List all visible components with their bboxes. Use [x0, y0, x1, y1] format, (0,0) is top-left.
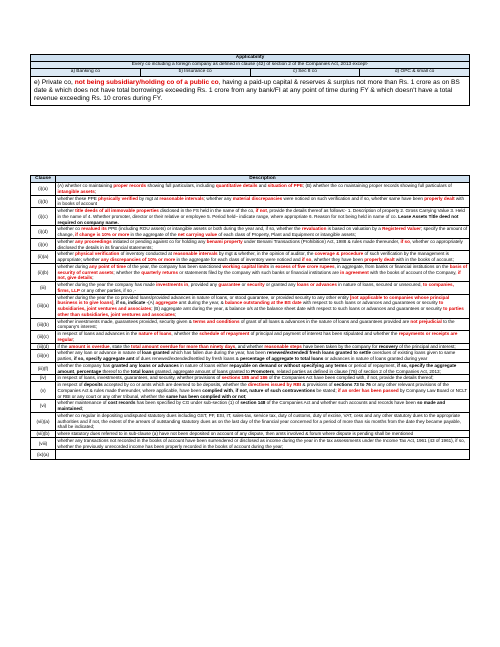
description-text: any proceedings [75, 238, 112, 244]
description-text: recovery [378, 343, 398, 349]
description-text: if the [57, 343, 69, 349]
description-text: of the Companies Act have been complied with, if not, provide the details thereof; [267, 375, 434, 381]
description-text: whether the company has [57, 362, 112, 368]
clause-number: (iii) [31, 282, 56, 295]
table-row [31, 400, 470, 413]
clause-number: (iii)(e) [31, 350, 56, 363]
description-text: whether [57, 238, 76, 244]
table-row [31, 183, 470, 196]
table-row [31, 195, 470, 208]
clause-description [56, 350, 470, 363]
description-text: if an order has been passed [337, 387, 399, 393]
description-text: to companies, firms, LLP [57, 282, 454, 293]
private-para-highlight: not being subsidiary/holding co of a public co [74, 78, 219, 86]
description-text: initiated or pending against co for holding any [111, 238, 207, 244]
description-text: of grant of all loans & advances in the nature of loans and guarantees provided are [239, 318, 411, 324]
description-text: ; [73, 336, 75, 342]
clauses-body [31, 183, 470, 460]
description-text: complied with [202, 387, 233, 393]
description-text: any discrepancies of 10% or more [100, 257, 176, 263]
table-row [31, 382, 470, 400]
description-text: ; (B) whether the co maintaining proper records showing full particulars of [302, 183, 452, 189]
description-text: whether co [57, 226, 82, 232]
clause-description [56, 412, 470, 430]
applicability-table [30, 54, 470, 106]
table-row [31, 282, 470, 295]
description-text: any point of time [89, 263, 126, 269]
clause-description [56, 362, 470, 375]
description-text: ; [245, 393, 247, 399]
description-text: accepted by co or amts which are deemed to be deposits, whether the [102, 382, 248, 388]
description-text: situation of PPE [267, 183, 303, 189]
clause-number: (iii)(a) [31, 294, 56, 318]
description-text: properly dealt [424, 195, 455, 201]
description-column-header: Description [56, 176, 470, 183]
clause-number: (vi) [31, 400, 56, 413]
clause-description [56, 195, 470, 208]
description-text: , [113, 300, 116, 306]
description-text: if so, indicate - [115, 300, 149, 306]
clause-number: (i)(e) [31, 238, 56, 251]
description-text: disclosed in the FS held in the name of the co, [158, 208, 256, 214]
description-text: benami property [206, 238, 243, 244]
clause-number: (iii)(b) [31, 318, 56, 331]
description-text: balance outstanding at the BS date [225, 300, 302, 306]
description-text: of such verification by the management is appropriate; whether [57, 251, 449, 263]
description-text: if so [301, 257, 312, 263]
description-text: (A) [148, 300, 156, 306]
description-text: Registered Valuer [382, 226, 421, 232]
table-row [31, 263, 470, 281]
description-text: physically verified [98, 195, 138, 201]
description-text: , related parties as defined in clause (76) of section 2 of the Companies Act, 2013; [274, 368, 441, 374]
clause-number: (vii)(b) [31, 431, 56, 438]
description-text: whether co regular in depositing undisputed statutory dues including GST, PF, ESI, IT, sales-tax, service tax, duty of customs, duty of excise, VAT, cess and any other statutory dues to the appropriate authorities and if not, the extent of the arrears of outstanding statutory dues as on the last day of the financial year concerned for a period of more than six months from the date they became payable, shall be indicated; [57, 412, 461, 430]
description-text: overdues of existing loans given to same parties, [57, 350, 456, 362]
description-text: schedule of repayment [199, 331, 250, 337]
description-text: sections 73 to 76 [333, 382, 371, 388]
clause-number: (iii)(c) [31, 331, 56, 344]
table-row [31, 437, 470, 450]
description-text: or period of repayment, [347, 362, 398, 368]
description-text: PPE (including ROU assets) or intangible assets or both during the year and, if so, whether the [106, 226, 302, 232]
description-text: amount is overdue [68, 343, 110, 349]
table-row [31, 362, 470, 375]
description-text: physical verification [75, 251, 120, 257]
table-row [31, 238, 470, 251]
description-text: if not, nature of such contraventions [235, 387, 316, 393]
clause-number: (v) [31, 382, 56, 400]
clause-column-header: Clause [31, 176, 56, 183]
description-text: , state the [109, 343, 132, 349]
description-text: & provisions of [301, 382, 334, 388]
clause-number: (i)(b) [31, 195, 56, 208]
description-text: or any other parties, if so ,- [79, 287, 136, 293]
private-company-criteria [31, 76, 470, 105]
clause-number: (i)(c) [31, 208, 56, 226]
description-text: coverage & procedure [314, 251, 364, 257]
table-row [31, 343, 470, 350]
exception-banking: a) Banking co [31, 69, 141, 76]
description-text: not prejudicial [410, 318, 442, 324]
description-text: or statements filed by the company with such banks or financial institutions are [178, 269, 341, 275]
clause-description [56, 318, 470, 331]
table-row [31, 331, 470, 344]
description-text: quantitative details [215, 183, 258, 189]
clause-description [56, 343, 470, 350]
description-text: , whether co appropriately disclosed the details in its financial statements; [57, 238, 463, 250]
description-text: or granted any [264, 282, 297, 288]
description-text: , in aggregate, from banks or financial institutions on the [334, 263, 450, 269]
description-text: directives issued by RBI [248, 382, 302, 388]
clause-description [56, 238, 470, 251]
clause-description [56, 263, 470, 281]
applicability-title: Applicability [31, 55, 470, 62]
description-text: or any other relevant provisions of the Companies Act & rules made thereunder, where applicable, have been [57, 382, 449, 393]
description-text: if not, give details [57, 269, 461, 281]
description-text: or [240, 282, 247, 288]
description-text: ; whether any [203, 195, 233, 201]
description-text: aggregate [155, 300, 178, 306]
description-text: repayable on demand or without specifying any terms [229, 362, 348, 368]
description-text: under Benami Transactions (Prohibition) Act, 1988 & rules made thereunder, [242, 238, 401, 244]
description-text: where statutory dues referred to in sub-clause (a) have not been deposited on account of any dispute, then amts involved & forum where dispute is pending shall be mentioned [57, 431, 414, 437]
description-text: ; [94, 188, 97, 194]
description-text: whether any loan or advance in nature of [57, 350, 143, 356]
description-text: by mgt & whether, in the opinion of auditor, the [217, 251, 315, 257]
clauses-section [30, 175, 470, 460]
applicability-subtitle: Every co including a foreign company as defined in clause (42) of section 2 of the Companies Act, 2013 except- [31, 62, 470, 69]
description-text: [not applicable to companies whose principal business is to give loans] [57, 294, 450, 306]
description-text: in respect of loans and advances in the [57, 331, 139, 337]
clause-number: (ii)(b) [31, 263, 56, 281]
clause-number: (ix)(a) [31, 450, 56, 460]
description-text: percentage of aggregate to total loans [240, 356, 324, 362]
table-row [31, 350, 470, 363]
clause-description [56, 431, 470, 438]
clause-description [56, 282, 470, 295]
description-text: granted any loans or advances [111, 362, 179, 368]
description-text: nature of loans [138, 331, 172, 337]
description-text: revalued its [81, 226, 107, 232]
description-text: is based on valuation by a [326, 226, 383, 232]
description-text: total amount overdue for more than ninety days [131, 343, 236, 349]
table-row [31, 208, 470, 226]
description-text: loans or advances [296, 282, 337, 288]
table-row [31, 431, 470, 438]
clause-description [56, 208, 470, 226]
description-text: with in books of account [57, 195, 465, 207]
private-para-end: , having a paid-up capital & reserves & surplus not more than Rs. 1 crore as on BS date & which does not have total borrowings exceeding Rs. 1 crore from any bank/FI at any point of time during FY & which doesn't have a total revenue exceeding Rs. 10 crores during FY. [34, 78, 460, 102]
description-text: Lease Assets Title deed not required on company name. [57, 213, 459, 225]
clause-description [56, 331, 470, 344]
description-text: , provide the details thereof as follows:- 1. Description of property 2. Gross Carrying Value 3. Held in the name of 4. Whether promoter, director or their relative or employee 5. Period held– indicate range, where appropriate 6. Reason for not being held in name of co. [57, 208, 465, 219]
description-text: reasonable steps [264, 343, 302, 349]
clause-number: (iv) [31, 375, 56, 382]
description-text: repayments or receipts are regular [57, 331, 458, 342]
exception-sec8: c) Sec 8 co [250, 69, 360, 76]
description-text: of dues renewed/extended/settled by fresh loans & [134, 356, 241, 362]
description-text: with in the books of account; [394, 257, 454, 263]
description-text: deposits [83, 382, 103, 388]
description-text: so made and maintained [57, 400, 446, 412]
description-text: quarterly returns [141, 269, 179, 275]
table-row [31, 318, 470, 331]
description-text: ; whether the [113, 269, 142, 275]
description-text: , and whether [235, 343, 265, 349]
description-text: revaluation [301, 226, 327, 232]
description-text: thereof to the [101, 368, 131, 374]
description-text: which has fallen due during the year, has been [169, 350, 267, 356]
description-text: working capital limits [222, 263, 270, 269]
description-text: percentage [76, 368, 102, 374]
description-text: proper records [113, 183, 147, 189]
description-text: of the Companies Act and whether such accounts and records have been [265, 400, 418, 406]
description-text: reasonable intervals [173, 251, 218, 257]
description-text: whether investments made, guarantees provided, security given & [57, 318, 194, 324]
description-text: if so, specify the aggregate amount [57, 362, 457, 374]
description-text: to parties other than subsidiaries, joint ventures and associates [57, 306, 464, 317]
description-text: renewed/extended/ fresh loans granted to settle [266, 350, 372, 356]
description-text: in respect of [57, 382, 84, 388]
description-text: with respect to such loans or advances and guarantees or security [301, 300, 439, 306]
description-text: whether during the year the company has made [57, 282, 157, 288]
description-text: loan granted [142, 350, 170, 356]
clause-number: (viii) [31, 437, 56, 450]
description-text: if so, specify aggregate amt [73, 356, 135, 362]
description-text: in agreement [340, 269, 369, 275]
description-text: amt during the year, & [177, 300, 226, 306]
clauses-table [30, 175, 470, 460]
clause-description [56, 183, 470, 196]
table-row [31, 450, 470, 460]
description-text: ; [92, 275, 94, 281]
description-text: of the year, the company has been sanctioned [125, 263, 223, 269]
description-text: whether during the year the co provided loans/provided advances in nature of loans, or stood guarantee, or provided security to any other entity [57, 294, 350, 300]
clause-description [56, 226, 470, 239]
description-text: properly dealt [364, 257, 395, 263]
description-text: by Company Law Board or NCLT or RBI or any court or any other tribunal, whether the [57, 387, 468, 399]
description-text: terms and conditions [193, 318, 240, 324]
applicability-section [30, 54, 470, 106]
description-text: with the books of account of the Company, [368, 269, 458, 275]
description-text: , whether they have been [311, 257, 365, 263]
clause-number: (vii)(a) [31, 412, 56, 430]
description-text: in respect of loans, investments, guarantees, and security, whether provisions of [57, 375, 222, 381]
description-text: be stated; [315, 387, 338, 393]
clause-description [56, 437, 470, 450]
clause-number: (i)(d) [31, 226, 56, 239]
description-text: were noticed on such verification and if so, whether same have been [282, 195, 425, 201]
description-text: (A) whether co maintaining [57, 183, 114, 189]
description-text: of principal and payment of interest has been stipulated and whether the [249, 331, 399, 337]
description-text: net carrying value [177, 232, 218, 238]
table-row [31, 412, 470, 430]
description-text: ; [81, 406, 84, 412]
description-text: ; [174, 311, 177, 317]
description-text: intangible assets [57, 188, 95, 194]
table-row [31, 375, 470, 382]
description-text: whether [57, 208, 76, 214]
description-text: have been taken by the company for [301, 343, 379, 349]
clause-number: (iii)(f) [31, 362, 56, 375]
description-text: if change is 10% or more [75, 232, 130, 238]
exception-insurance: b) Insurance co [140, 69, 250, 76]
description-text: granted, aggregate amount of loans granted to [153, 368, 252, 374]
description-text: , [232, 387, 236, 393]
description-text: to the company's interest; [57, 318, 455, 330]
description-text: in nature of loans either [178, 362, 230, 368]
description-text: excess of five crore rupees [275, 263, 335, 269]
description-text: of the principal and interest; [397, 343, 456, 349]
table-row [31, 226, 470, 239]
description-text: investments in [156, 282, 189, 288]
description-text: and [257, 183, 268, 189]
clause-description [56, 251, 470, 264]
clause-description [56, 375, 470, 382]
clause-number: (iii)(d) [31, 343, 56, 350]
description-text: section 148 [240, 400, 266, 406]
clause-description [56, 450, 470, 460]
description-text: , provided any [188, 282, 219, 288]
description-text: reasonable intervals [159, 195, 204, 201]
table-row [31, 294, 470, 318]
description-text: Promoters [251, 368, 275, 374]
description-text: same has been complied with or not [166, 393, 246, 399]
table-row [31, 251, 470, 264]
description-text: cost records [107, 400, 136, 406]
description-text: in [269, 263, 276, 269]
description-text: whether maintenance of [57, 400, 108, 406]
description-text: material discrepancies [232, 195, 283, 201]
description-text: whether during [57, 263, 90, 269]
description-text: , whether the [171, 331, 200, 337]
description-text: total loans [130, 368, 154, 374]
description-text: ; specify the amount of change, [57, 226, 468, 238]
description-text: in nature of loans, secured or unsecured, [336, 282, 423, 288]
private-para-start: e) Private co, [34, 78, 75, 86]
clause-number: (i)(a) [31, 183, 56, 196]
clause-number: (ii)(a) [31, 251, 56, 264]
description-text: ; (B) aggregate amt during the year, & balance o/s at the balance sheet date with respect to such loans or advances and guarantees or security [151, 306, 444, 312]
clause-description [56, 294, 470, 318]
description-text: or advances in nature of loans granted during year [323, 356, 428, 362]
description-text: , [74, 368, 77, 374]
description-text: to subsidiaries, joint ventures and associates [57, 300, 444, 312]
description-text: title deeds of all immovable properties [75, 208, 159, 214]
description-text: of each class of Property, Plant and Equipment or intangible assets; [217, 232, 356, 238]
description-text: whether [57, 251, 76, 257]
description-text: if so [400, 238, 410, 244]
description-text: in the aggregate of the [129, 232, 178, 238]
clause-description [56, 400, 470, 413]
exception-opc-small: d) OPC & small co [360, 69, 470, 76]
description-text: whether these PPE [57, 195, 99, 201]
description-text: has been specified by CG under sub-section (1) of [135, 400, 241, 406]
description-text: showing full particulars, including [146, 183, 216, 189]
clause-description [56, 382, 470, 400]
description-text: if not [255, 208, 267, 214]
description-text: of inventory conducted at [119, 251, 174, 257]
description-text: sections 185 and 186 [221, 375, 268, 381]
description-text: guarantee [218, 282, 241, 288]
description-text: basis of security of current assets [57, 263, 468, 275]
description-text: in the aggregate for each class of inventory were noticed and [175, 257, 302, 263]
description-text: by mgt at [137, 195, 160, 201]
description-text: security [247, 282, 265, 288]
description-text: whether any transactions not recorded in the books of account have been surrendered or disclosed as income during the year in the tax assessments under the Income Tax Act, 1961 (43 of 1961), if so, whether the previously unrecorded income has been properly recorded in the books of account during the year; [57, 437, 465, 449]
